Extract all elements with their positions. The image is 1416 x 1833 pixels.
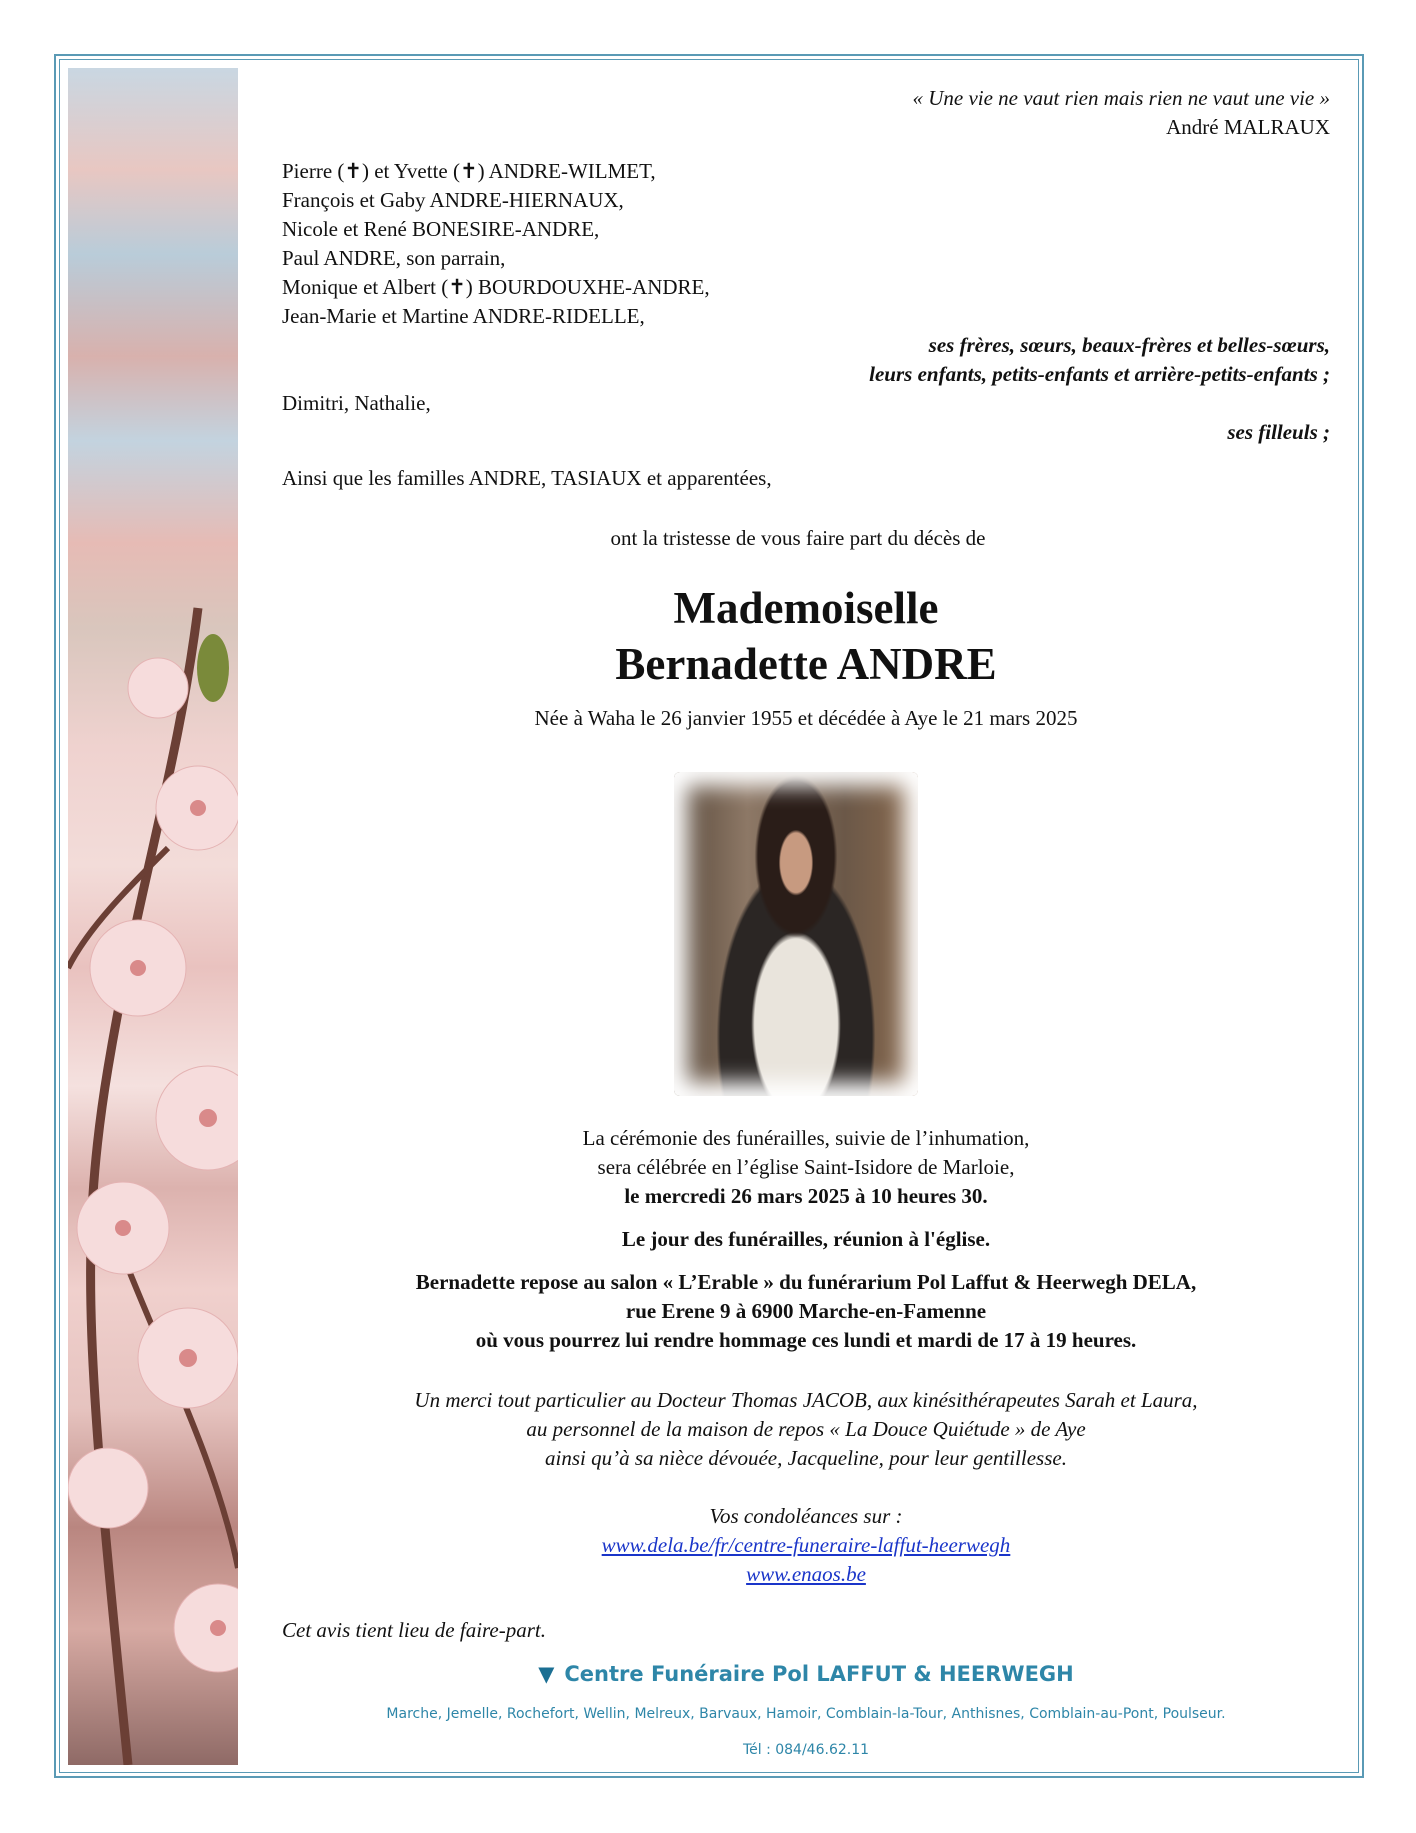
thanks-line: ainsi qu’à sa nièce dévouée, Jacqueline, pour leur gentillesse.	[545, 1446, 1067, 1470]
quote-author: André MALRAUX	[1166, 115, 1330, 139]
family-line: Nicole et René BONESIRE-ANDRE,	[282, 217, 600, 241]
deceased-dates: Née à Waha le 26 janvier 1955 et décédée à Aye le 21 mars 2025	[534, 706, 1078, 730]
footer-towns: Marche, Jemelle, Rochefort, Wellin, Melreux, Barvaux, Hamoir, Comblain-la-Tour, Anthisnes, Comblain-au-Pont, Poulseur.	[386, 1706, 1226, 1722]
thanks-line: Un merci tout particulier au Docteur Thomas JACOB, aux kinésithérapeutes Sarah et Laura,	[414, 1388, 1198, 1412]
ceremony-meeting: Le jour des funérailles, réunion à l'église.	[621, 1227, 991, 1251]
condolences-link-dela[interactable]: www.dela.be/fr/centre-funeraire-laffut-heerwegh	[601, 1533, 1011, 1557]
family-relation: leurs enfants, petits-enfants et arrière-petits-enfants ;	[869, 362, 1330, 386]
families-line: Ainsi que les familles ANDRE, TASIAUX et apparentées,	[282, 466, 772, 490]
godchildren: Dimitri, Nathalie,	[282, 391, 431, 415]
announcement: ont la tristesse de vous faire part du décès de	[610, 526, 986, 550]
footer-title	[282, 1662, 1330, 1686]
quote-text: « Une vie ne vaut rien mais rien ne vaut une vie »	[912, 86, 1330, 110]
blossom-branch-graphic	[68, 68, 238, 1765]
family-line: Pierre (✝) et Yvette (✝) ANDRE-WILMET,	[282, 159, 656, 183]
footer-title-text: Centre Funéraire Pol LAFFUT & HEERWEGH	[564, 1662, 1074, 1686]
family-line: Paul ANDRE, son parrain,	[282, 246, 506, 270]
ceremony-line: sera célébrée en l’église Saint-Isidore de Marloie,	[597, 1155, 1015, 1179]
godchildren-relation: ses filleuls ;	[1227, 420, 1330, 444]
family-line: Jean-Marie et Martine ANDRE-RIDELLE,	[282, 304, 645, 328]
ceremony-date: le mercredi 26 mars 2025 à 10 heures 30.	[624, 1184, 988, 1208]
footer-tel: Tél : 084/46.62.11	[742, 1742, 870, 1758]
deceased-name: Bernadette ANDRE	[615, 639, 997, 689]
notice-text: Cet avis tient lieu de faire-part.	[282, 1618, 547, 1642]
ceremony-line: La cérémonie des funérailles, suivie de l’inhumation,	[582, 1126, 1030, 1150]
rest-line: rue Erene 9 à 6900 Marche-en-Famenne	[625, 1299, 987, 1323]
thanks-line: au personnel de la maison de repos « La Douce Quiétude » de Aye	[526, 1417, 1086, 1441]
deceased-title: Mademoiselle	[673, 583, 939, 633]
condolences-link-enaos[interactable]: www.enaos.be	[746, 1562, 866, 1586]
family-line: François et Gaby ANDRE-HIERNAUX,	[282, 188, 624, 212]
rest-line: où vous pourrez lui rendre hommage ces lundi et mardi de 17 à 19 heures.	[475, 1328, 1137, 1352]
family-relation: ses frères, sœurs, beaux-frères et belles-sœurs,	[928, 333, 1330, 357]
condolences-label: Vos condoléances sur :	[709, 1504, 903, 1528]
family-line: Monique et Albert (✝) BOURDOUXHE-ANDRE,	[282, 275, 710, 299]
triangle-down-icon: ▼	[538, 1662, 555, 1686]
rest-line: Bernadette repose au salon « L’Erable » du funérarium Pol Laffut & Heerwegh DELA,	[415, 1270, 1197, 1294]
cherry-blossom-image	[68, 68, 238, 1765]
deceased-photo	[674, 772, 918, 1096]
